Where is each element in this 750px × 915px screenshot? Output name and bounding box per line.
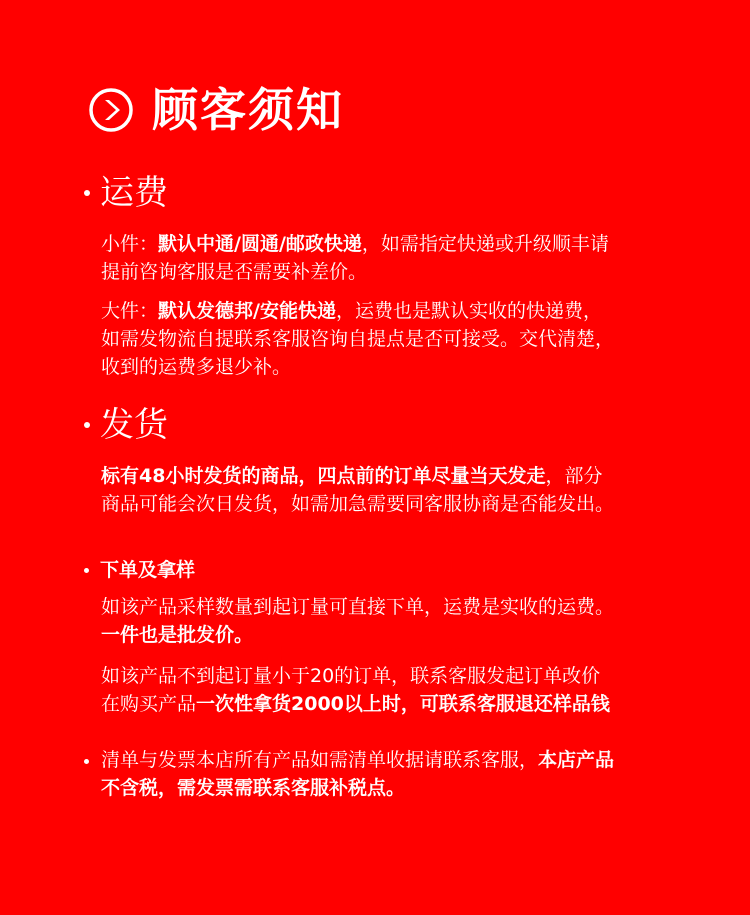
large-line3: 收到的运费多退少补。 [101,356,292,378]
shipping-heading: 运费 [100,173,168,213]
delivery-line2: 商品可能会次日发货，如需加急需要同客服协商是否能发出。 [101,493,615,515]
small-prefix: 小件： [101,233,159,255]
section-heading-order-sample [84,556,195,584]
invoice-line2-bold: 不含税，需发票需联系客服补税点。 [101,777,406,799]
invoice-line1-bold: 本店产品 [538,749,615,771]
page-title-row [88,82,344,138]
bullet-dot [84,759,89,764]
bullet-dot [84,568,89,573]
large-default-couriers: 默认发德邦/安能快递 [158,300,336,322]
large-prefix: 大件： [101,300,159,322]
large-line1-rest: ，运费也是默认实收的快递费， [335,300,602,322]
page-title: 顾客须知 [152,83,344,137]
order-sample-block-2 [101,662,681,718]
order-sample-heading: 下单及拿样 [100,559,196,581]
small-line1-rest: ，如需指定快递或升级顺丰请 [361,233,609,255]
shipping-small-item [101,230,681,286]
chevron-circle-icon [88,87,134,133]
order-sample-line1: 如该产品采样数量到起订量可直接下单，运费是实收的运费。 [101,596,615,618]
delivery-bold: 标有48小时发货的商品，四点前的订单尽量当天发走 [101,465,546,487]
bullet-dot [84,422,90,428]
order-sample-line2: 一件也是批发价。 [101,624,254,646]
delivery-paragraph [101,462,681,518]
section-heading-delivery [84,404,168,446]
small-line2: 提前咨询客服是否需要补差价。 [101,261,368,283]
small-default-couriers: 默认中通/圆通/邮政快递 [158,233,362,255]
invoice-line1-text: 清单与发票本店所有产品如需清单收据请联系客服， [101,749,539,771]
order-sample-line4-prefix: 在购买产品 [101,693,197,715]
invoice-paragraph [101,746,681,802]
large-line2: 如需发物流自提联系客服咨询自提点是否可接受。交代清楚， [101,328,615,350]
delivery-heading: 发货 [100,405,168,445]
bullet-dot [84,190,90,196]
order-sample-line4-bold: 一次性拿货2000以上时，可联系客服退还样品钱 [196,693,610,715]
delivery-line1-rest: ，部分 [545,465,603,487]
section-heading-shipping [84,172,168,214]
order-sample-line3: 如该产品不到起订量小于20的订单，联系客服发起订单改价 [101,665,601,687]
shipping-large-item [101,297,681,381]
order-sample-block-1 [101,593,681,649]
